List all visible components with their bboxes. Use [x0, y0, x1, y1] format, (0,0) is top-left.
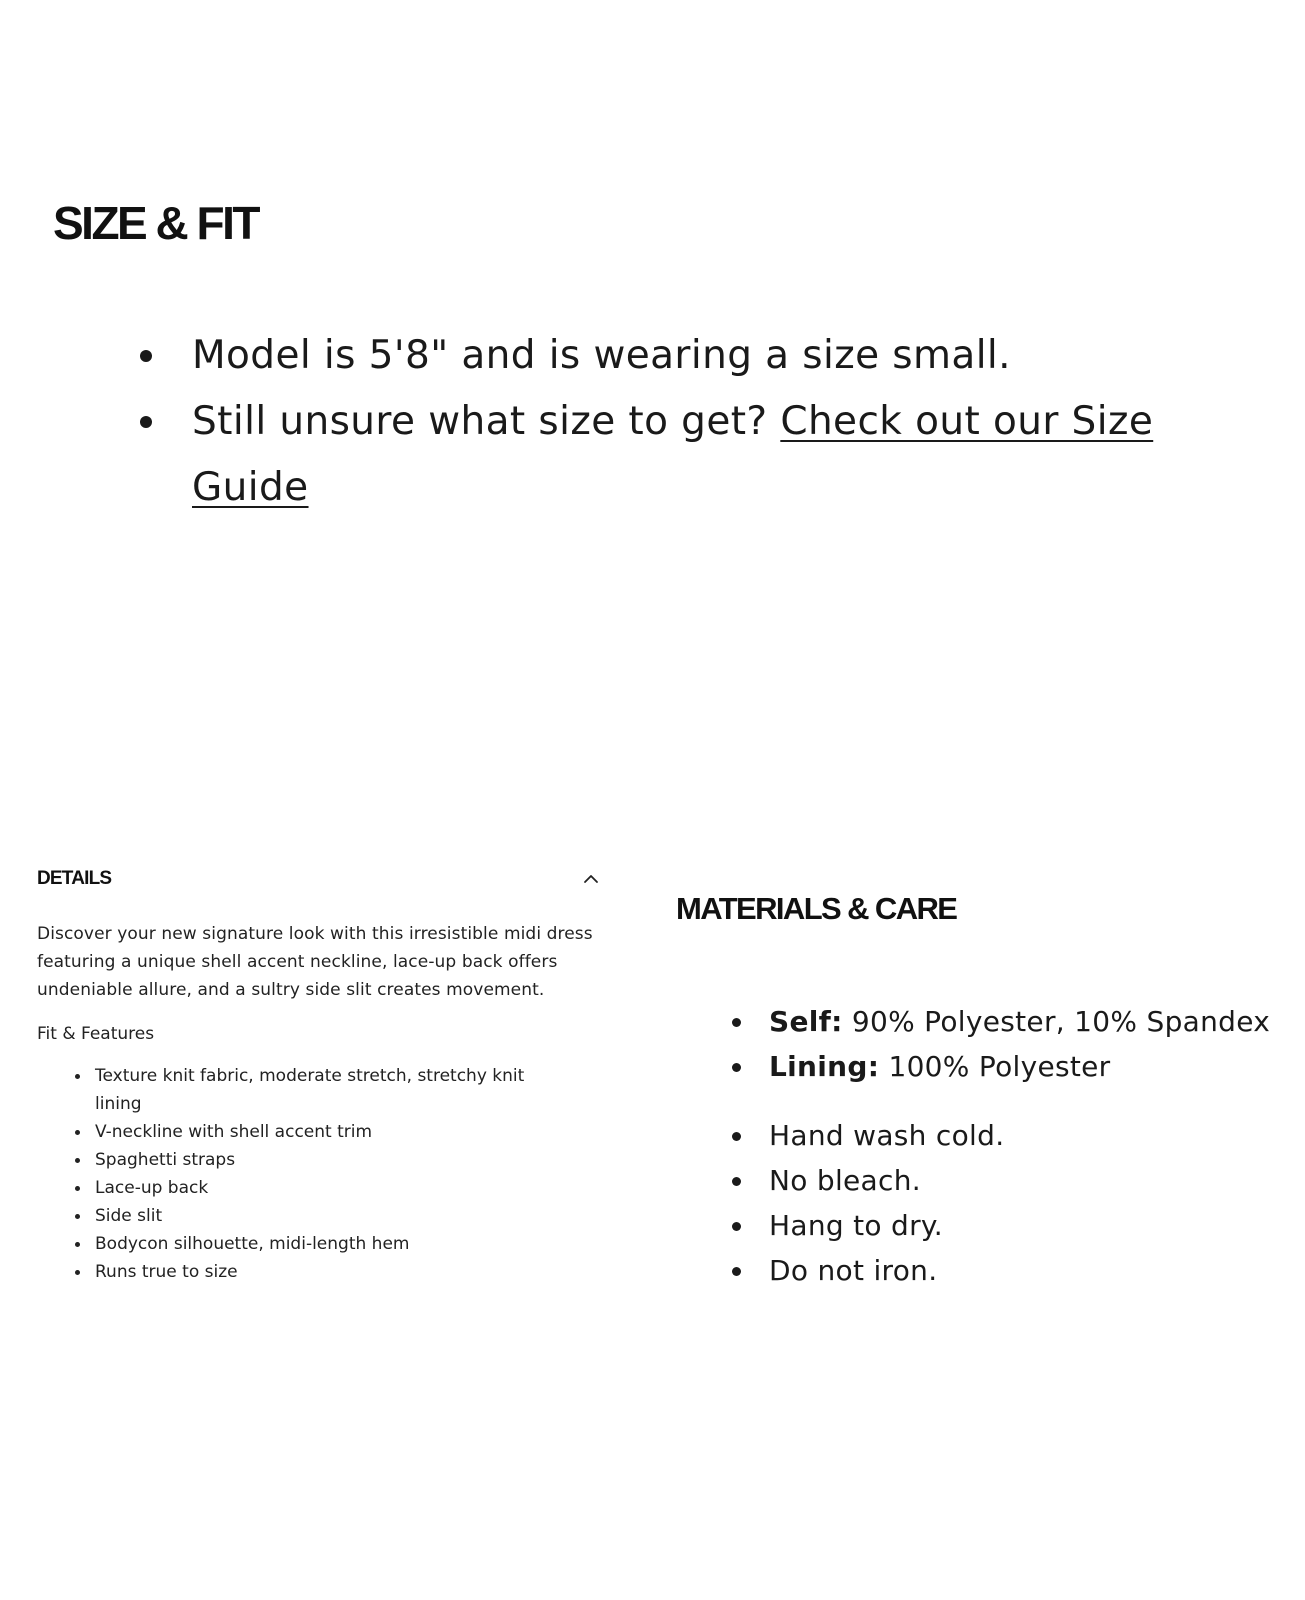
- chevron-up-icon[interactable]: [583, 871, 599, 887]
- material-value: 90% Polyester, 10% Spandex: [842, 1005, 1271, 1038]
- details-title: DETAILS: [37, 868, 112, 889]
- details-description: Discover your new signature look with this irresistible midi dress featuring a unique shell accent neckline, lace-up back offers undeniable allure, and a sultry side slit creates movement.: [37, 924, 593, 1000]
- size-unsure-text: Still unsure what size to get?: [192, 399, 781, 444]
- material-label: Self:: [769, 1005, 843, 1038]
- list-item: Spaghetti straps: [37, 1146, 565, 1174]
- list-item: Texture knit fabric, moderate stretch, stretchy knit lining: [37, 1062, 565, 1118]
- material-label: Lining:: [769, 1050, 880, 1083]
- list-item: No bleach.: [730, 1158, 1004, 1203]
- list-item: Hang to dry.: [730, 1203, 1004, 1248]
- care-list: [730, 1113, 1004, 1293]
- details-section: [37, 866, 607, 1286]
- list-item: V-neckline with shell accent trim: [37, 1118, 565, 1146]
- features-heading: Fit & Features: [37, 1024, 155, 1044]
- features-list: [37, 1062, 607, 1286]
- material-value: 100% Polyester: [879, 1050, 1111, 1083]
- size-guide-link[interactable]: Check out our Size Guide: [192, 399, 1154, 510]
- materials-list: [730, 999, 1270, 1089]
- list-item: Lace-up back: [37, 1174, 565, 1202]
- size-fit-title: SIZE & FIT: [53, 197, 258, 249]
- size-fit-list: [138, 323, 1263, 521]
- list-item: Side slit: [37, 1202, 565, 1230]
- model-note: Model is 5'8" and is wearing a size small.: [192, 333, 1011, 378]
- list-item: Hand wash cold.: [730, 1113, 1004, 1158]
- details-accordion-header[interactable]: [37, 866, 607, 892]
- list-item: [138, 323, 1263, 389]
- list-item: [730, 999, 1270, 1044]
- list-item: [730, 1044, 1270, 1089]
- list-item: Bodycon silhouette, midi-length hem: [37, 1230, 565, 1258]
- list-item: Runs true to size: [37, 1258, 565, 1286]
- materials-care-title: MATERIALS & CARE: [676, 891, 957, 926]
- list-item: [138, 389, 1263, 521]
- list-item: Do not iron.: [730, 1248, 1004, 1293]
